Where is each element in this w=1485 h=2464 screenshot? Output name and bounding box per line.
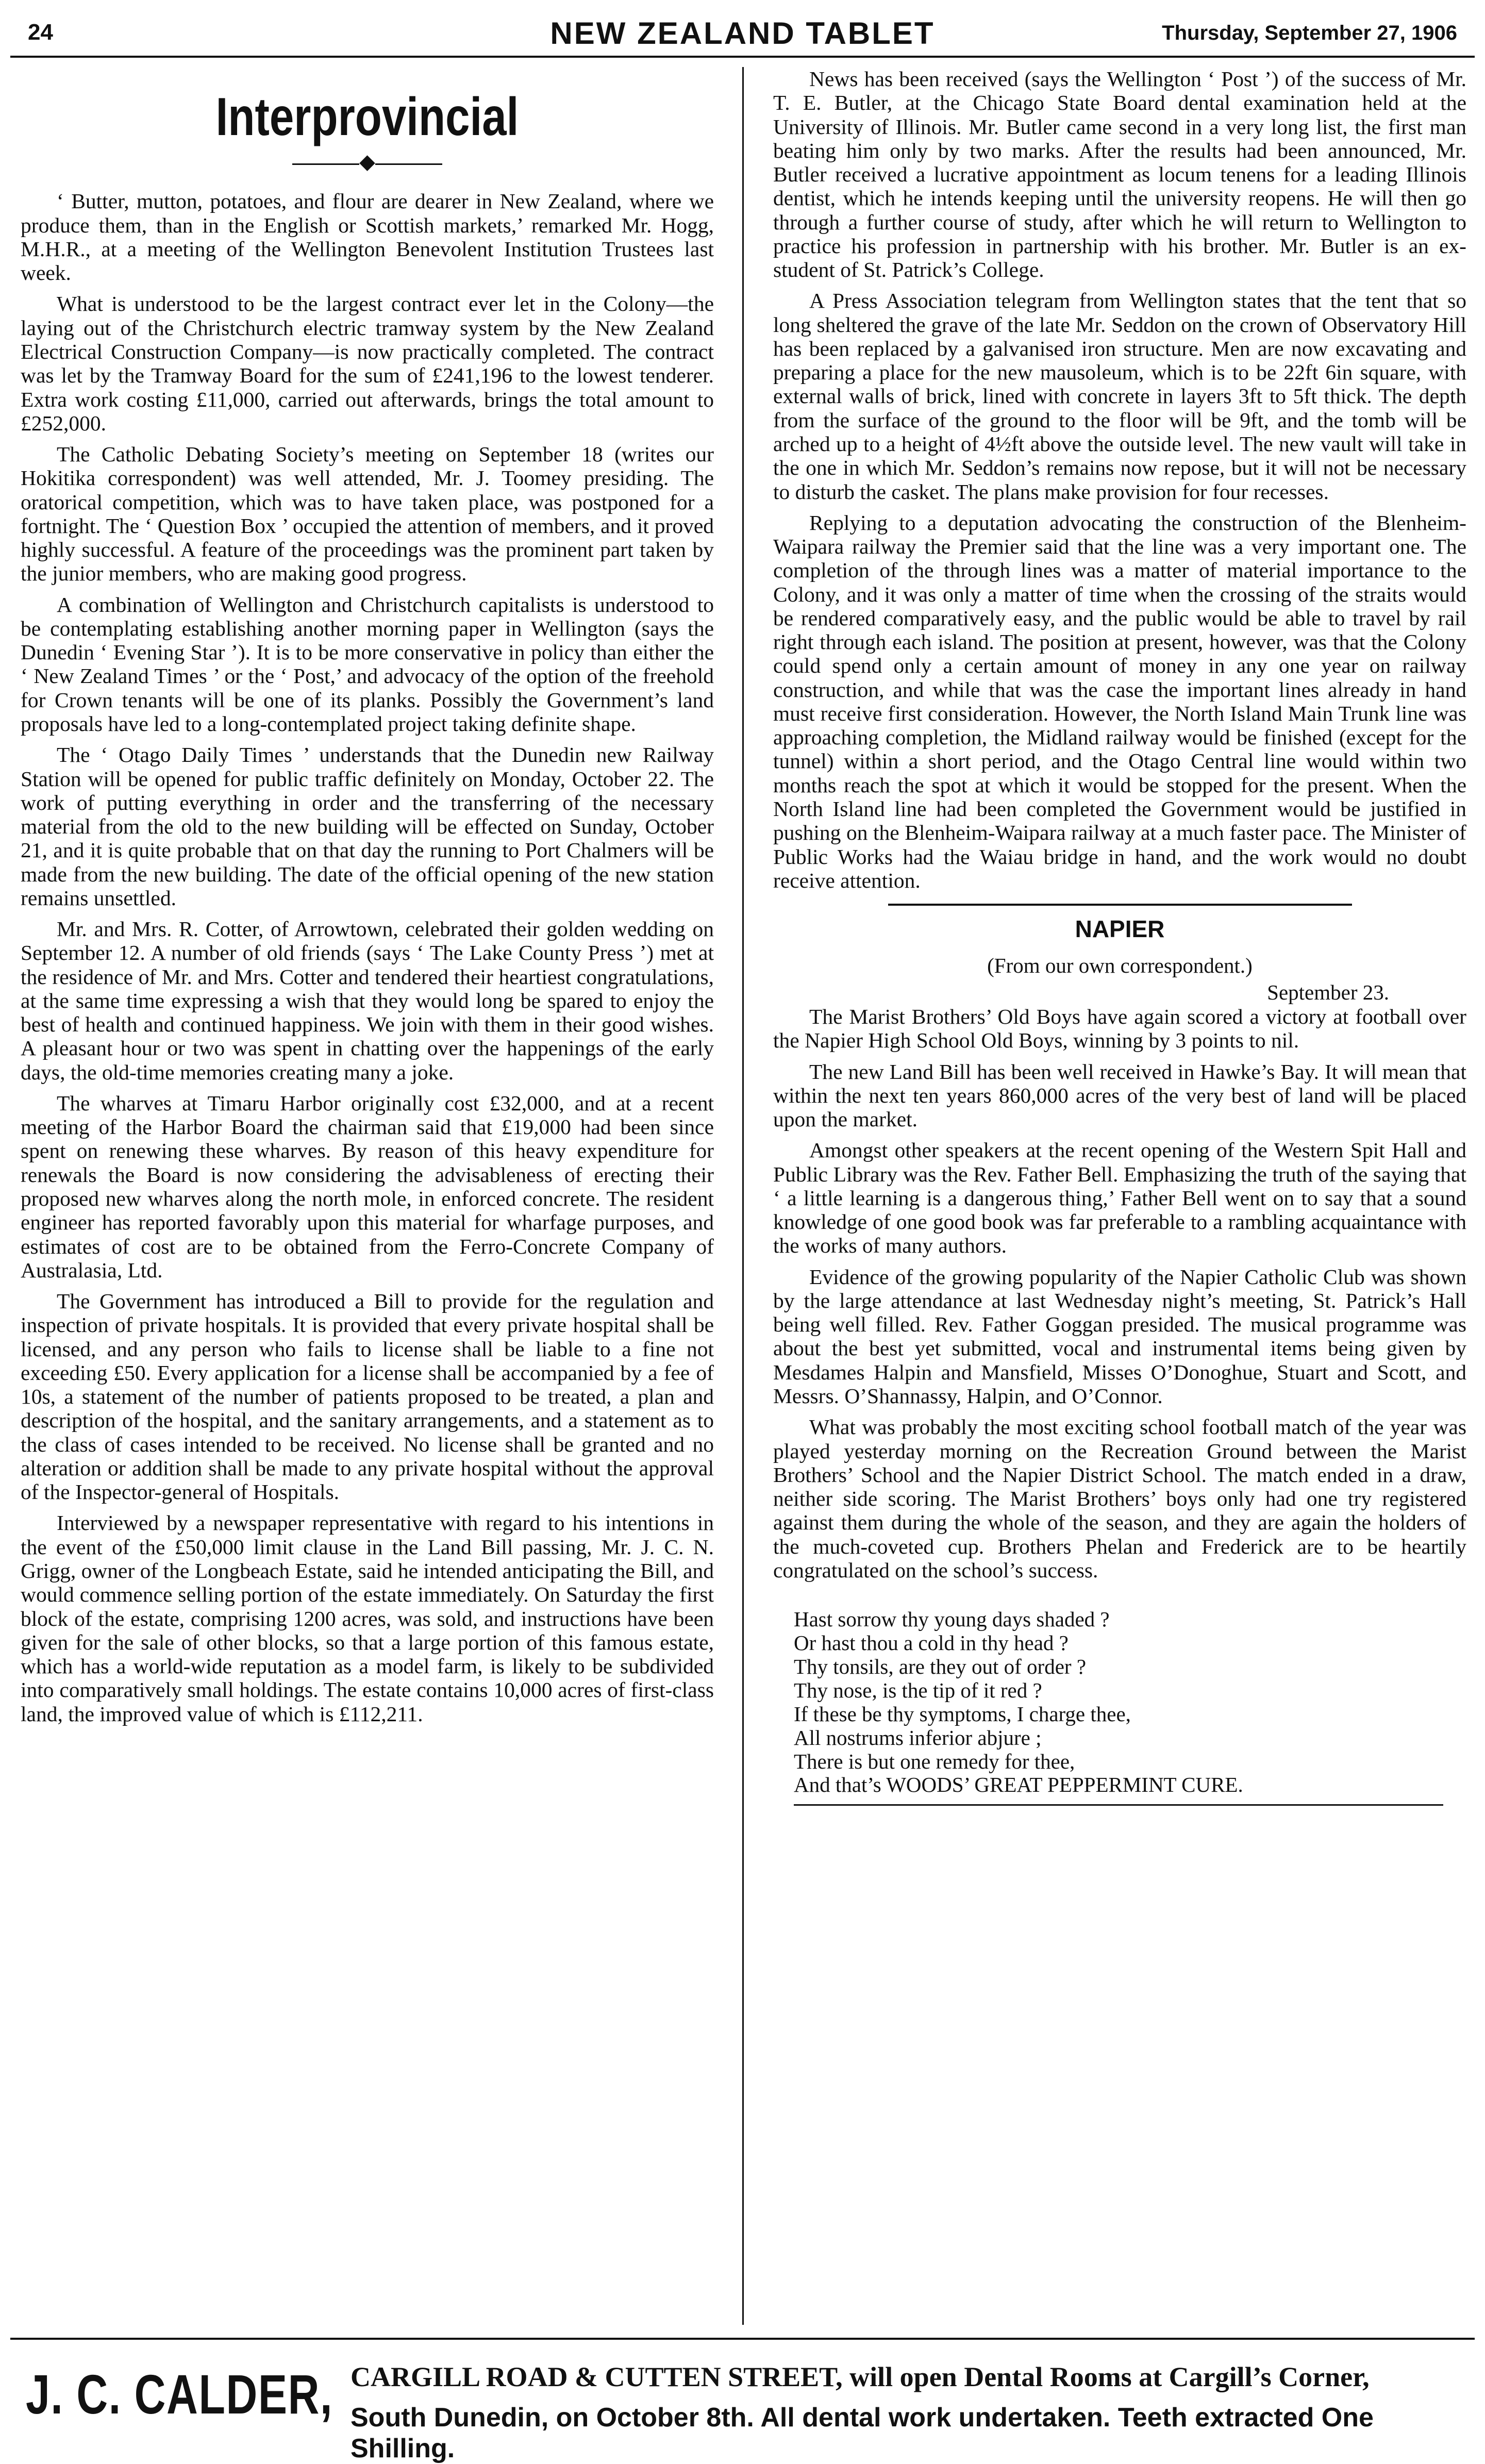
napier-byline: (From our own correspondent.) (987, 954, 1253, 978)
title-ornament: ◆ (21, 149, 714, 174)
header-rule (10, 56, 1475, 58)
poem-line: Or hast thou a cold in thy head ? (794, 1631, 1069, 1655)
article-paragraph: Interviewed by a newspaper representative with regard to his intentions in the event of the £50,000 limit clause in the Land Bill passing, Mr. J. C. N. Grigg, owner of the Longbeach Estate, said he intended anticipating the Bill, and would commence selling portion of the estate immediately. On Saturday the first block of the estate, comprising 1200 acres, was sold, and instructions have been given for the sale of other blocks, so that a large portion of this famous estate, which has a world-wide reputation as a model farm, is likely to be subdivided into comparatively small holdings. The estate contains 10,000 acres of first-class land, the improved value of which is £112,211. (21, 1511, 714, 1726)
article-paragraph: ‘ Butter, mutton, potatoes, and flour are dearer in New Zealand, where we produce them, than in the English or Scottish markets,’ remarked Mr. Hogg, M.H.R., at a meeting of the Wellington Benevolent Institution Trustees last week. (21, 189, 714, 285)
article-paragraph: What is understood to be the largest contract ever let in the Colony—the laying out of the Christchurch electric tramway system by the New Zealand Electrical Construction Company—is now practically completed. The contract was let by the Tramway Board for the sum of £241,196 to the lowest tenderer. Extra work costing £11,000, carried out afterwards, brings the total amount to £252,000. (21, 292, 714, 435)
issue-date: Thursday, September 27, 1906 (1162, 22, 1457, 44)
napier-dateline: September 23. (1267, 980, 1389, 1005)
article-paragraph: The new Land Bill has been well received in Hawke’s Bay. It will mean that within the next ten years 860,000 acres of the very best of land will be placed upon the market. (773, 1059, 1466, 1131)
poem-line: Thy nose, is the tip of it red ? (794, 1678, 1042, 1702)
dental-advertisement (21, 2351, 1464, 2463)
advert-line-1: CARGILL ROAD & CUTTEN STREET, will open Dental Rooms at Cargill’s Corner, (351, 2361, 1370, 2392)
poem-line: All nostrums inferior abjure ; (794, 1725, 1042, 1750)
footer-rule (10, 2338, 1475, 2340)
column-divider (742, 67, 744, 2325)
poem-line: If these be thy symptoms, I charge thee, (794, 1702, 1131, 1726)
right-column (773, 67, 1466, 2315)
poem-line: There is but one remedy for thee, (794, 1749, 1075, 1773)
section-rule (888, 904, 1352, 906)
article-paragraph: A combination of Wellington and Christchurch capitalists is understood to be contemplating establishing another morning paper in Wellington (says the Dunedin ‘ Evening Star ’). It is to be more conservative in policy than either the ‘ New Zealand Times ’ or the ‘ Post,’ and advocacy of the option of the freehold for Crown tenants will be one of its planks. Possibly the Government’s land proposals have led to a long-contemplated project taking definite shape. (21, 592, 714, 736)
article-paragraph: News has been received (says the Wellington ‘ Post ’) of the success of Mr. T. E. Butler, at the Chicago State Board dental examination held at the University of Illinois. Mr. Butler came second in a very long list, the first man beating him only by two marks. After the results had been announced, Mr. Butler received a lucrative appointment as locum tenens for a leading Illinois dentist, which he intends keeping until the university reopens. He will then go through a further course of study, after which he will return to Wellington to practice his profession in partnership with his brother. Mr. Butler is an ex-student of St. Patrick’s College. (773, 67, 1466, 282)
article-paragraph: The ‘ Otago Daily Times ’ understands that the Dunedin new Railway Station will be opened for public traffic definitely on Monday, October 22. The work of putting everything in order and the transferring of the necessary material from the old to the new building will be effected on Sunday, October 21, and it is quite probable that on that day the running to Port Chalmers will be made from the new building. The date of the official opening of the new station remains unsettled. (21, 743, 714, 910)
article-paragraph: What was probably the most exciting school football match of the year was played yesterday morning on the Recreation Ground between the Marist Brothers’ School and the Napier District School. The match ended in a draw, neither side scoring. The Marist Brothers’ boys only had one try registered against them during the whole of the season, and they are again the holders of the much-coveted cup. Brothers Phelan and Frederick are to be heartily congratulated on the school’s success. (773, 1415, 1466, 1582)
advert-line-2: South Dunedin, on October 8th. All dental work undertaken. Teeth extracted One Shilling. (351, 2403, 1374, 2463)
poem-line: Hast sorrow thy young days shaded ? (794, 1607, 1110, 1631)
poem-line: Thy tonsils, are they out of order ? (794, 1654, 1087, 1678)
article-paragraph: The Marist Brothers’ Old Boys have again scored a victory at football over the Napier High School Old Boys, winning by 3 points to nil. (773, 1005, 1466, 1053)
advert-poem (794, 1608, 1443, 1806)
article-paragraph: The Government has introduced a Bill to provide for the regulation and inspection of private hospitals. It is provided that every private hospital shall be licensed, and any person who fails to license shall be liable to a fine not exceeding £50. Every application for a license shall be accompanied by a fee of 10s, a statement of the number of patients proposed to be treated, a plan and description of the hospital, and the sanitary arrangements, and a statement as to the class of cases intended to be received. No license shall be granted and no alteration or addition shall be made to any private hospital without the approval of the Inspector-general of Hospitals. (21, 1289, 714, 1504)
poem-line: And that’s WOODS’ GREAT PEPPERMINT CURE. (794, 1773, 1243, 1797)
article-paragraph: A Press Association telegram from Wellington states that the tent that so long sheltered the grave of the late Mr. Seddon on the crown of Observatory Hill has been replaced by a galvanised iron structure. Men are now excavating and preparing a place for the new mausoleum, which is to be 22ft 6in square, with external walls of brick, lined with concrete in layers 3ft to 5ft thick. The depth from the surface of the ground to the floor will be 9ft, and the tomb will be arched up to a height of 4½ft above the outside level. The new vault will take in the one in which Mr. Seddon’s remains now repose, but it will not be necessary to disturb the casket. The plans make provision for four recesses. (773, 289, 1466, 504)
article-paragraph: The wharves at Timaru Harbor originally cost £32,000, and at a recent meeting of the Harbor Board the chairman said that £19,000 had been since spent on renewing these wharves. By reason of this heavy expenditure for renewals the Board is now considering the advisableness of erecting their proposed new wharves along the north mole, in enforced concrete. The resident engineer has reported favorably upon this material for wharfage purposes, and estimates of cost are to be obtained from the Ferro-Concrete Company of Australasia, Ltd. (21, 1091, 714, 1282)
page-number: 24 (28, 20, 53, 45)
article-paragraph: Mr. and Mrs. R. Cotter, of Arrowtown, celebrated their golden wedding on September 12. A number of old friends (says ‘ The Lake County Press ’) met at the residence of Mr. and Mrs. Cotter and tendered their heartiest congratulations, at the same time expressing a wish that they would long be spared to enjoy the best of health and continued happiness. We join with them in their good wishes. A pleasant hour or two was spent in chatting over the happenings of the early days, the old-time memories creating many a joke. (21, 917, 714, 1084)
article-paragraph: Evidence of the growing popularity of the Napier Catholic Club was shown by the large attendance at last Wednesday night’s meeting, St. Patrick’s Hall being well filled. Rev. Father Goggan presided. The musical programme was about the best yet submitted, vocal and instrumental items being given by Mesdames Halpin and Mansfield, Misses O’Donoghue, Stuart and Scott, and Messrs. O’Shannassy, Halpin, and O’Connor. (773, 1264, 1466, 1408)
page-header (21, 10, 1464, 49)
left-column (21, 67, 714, 2315)
masthead: NEW ZEALAND TABLET (550, 16, 935, 51)
article-paragraph: Amongst other speakers at the recent opening of the Western Spit Hall and Public Library was the Rev. Father Bell. Emphasizing the truth of the saying that ‘ a little learning is a dangerous thing,’ Father Bell went on to say that a sound knowledge of one good book was far preferable to a rambling acquaintance with the works of many authors. (773, 1138, 1466, 1258)
article-paragraph: Replying to a deputation advocating the construction of the Blenheim-Waipara railway the Premier said that the line was a very important one. The completion of the through lines was a matter of material importance to the Colony, and it was only a matter of time when the crossing of the straits would be rendered comparatively easy, and the public would be able to travel by rail right through each island. The position at present, however, was that the Colony could spend only a certain amount of money in any one year on railway construction, and while that was the case the important lines already in hand must receive first consideration. However, the North Island Main Trunk line was approaching completion, the Midland railway would be finished (except for the tunnel) within a short period, and the Otago Central line would within two months reach the spot at which it would be stopped for the present. When the North Island line had been completed the Government would be justified in pushing on the Blenheim-Waipara railway at a much faster pace. The Minister of Public Works had the Waiau bridge in hand, and the work would no doubt receive attention. (773, 510, 1466, 892)
article-paragraph: The Catholic Debating Society’s meeting on September 18 (writes our Hokitika correspondent) was well attended, Mr. J. Toomey presiding. The oratorical competition, which was to have taken place, was postponed for a fortnight. The ‘ Question Box ’ occupied the attention of members, and it proved highly successful. A feature of the proceedings was the prominent part taken by the junior members, who are making good progress. (21, 442, 714, 586)
advertiser-name: J. C. CALDER, (26, 2363, 333, 2425)
section-title: Interprovincial (215, 87, 519, 147)
napier-heading: NAPIER (1075, 915, 1165, 943)
